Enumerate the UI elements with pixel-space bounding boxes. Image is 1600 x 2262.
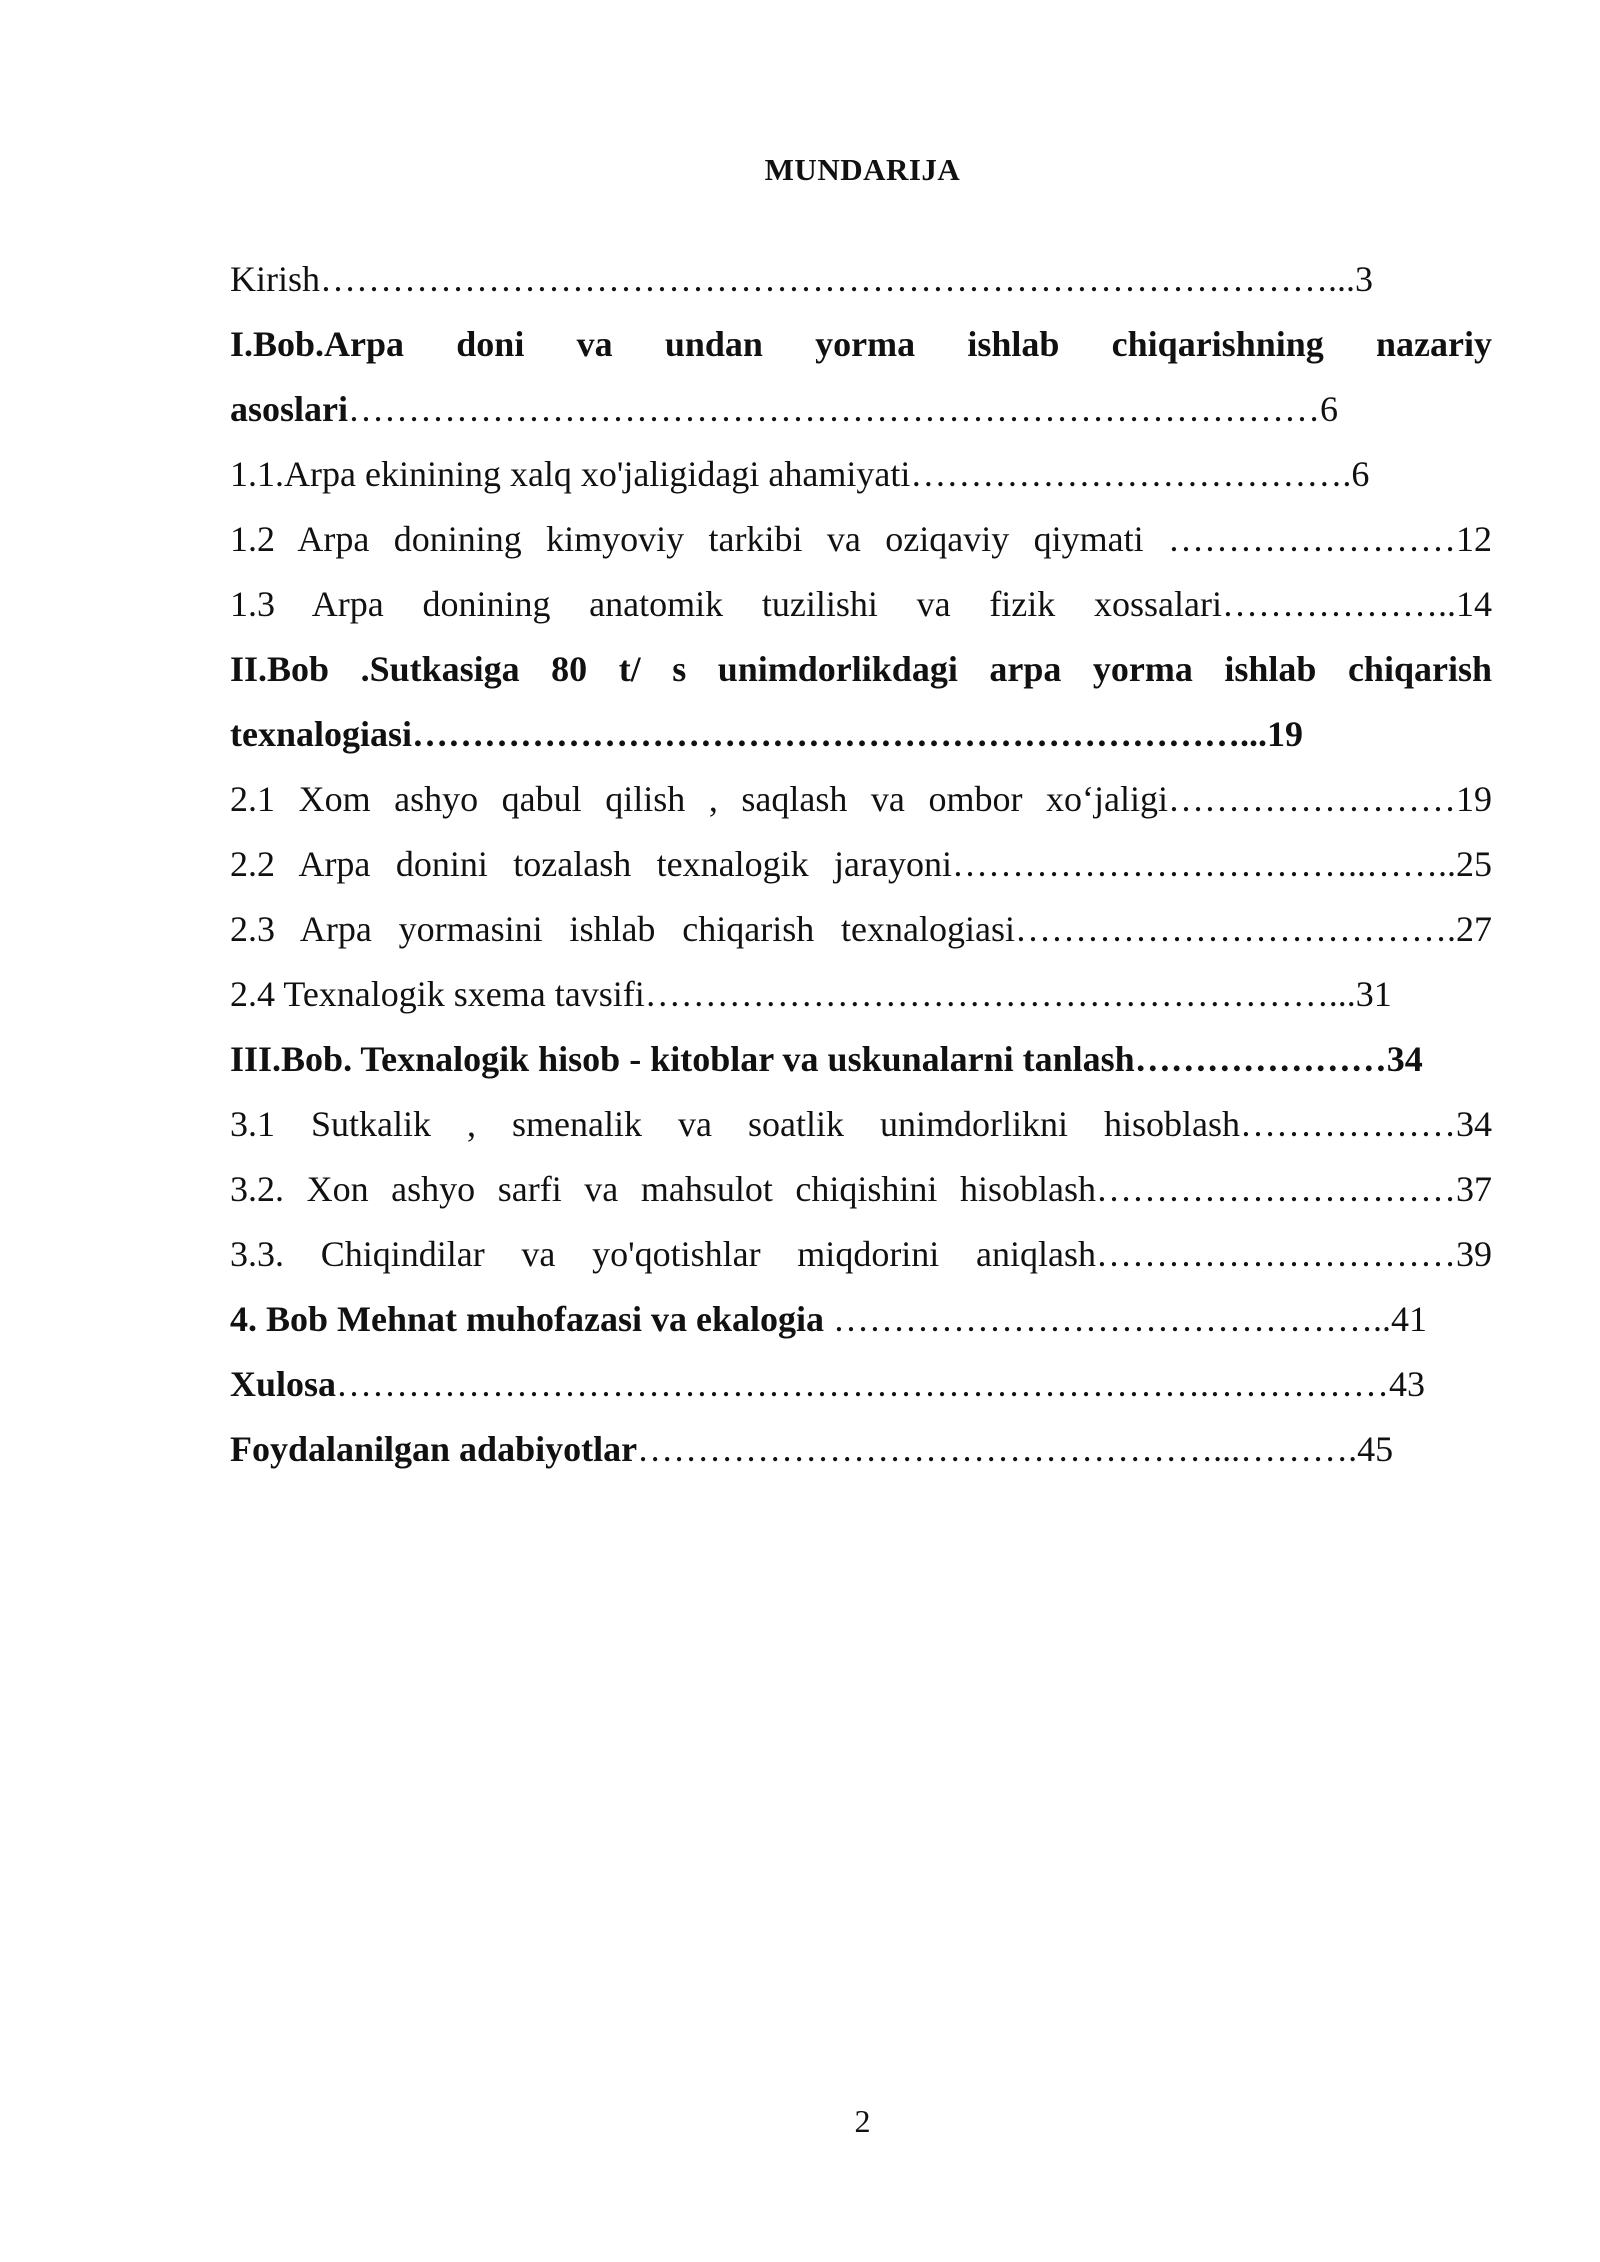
toc-line-chapter-1-cont: [230, 377, 1492, 442]
toc-line-chapter-2-cont: texnalogiasi……………………………………………………………...19: [230, 714, 1304, 754]
toc-line-chapter-4: [230, 1287, 1492, 1352]
table-of-contents: [230, 247, 1492, 1482]
toc-line-3-1: 3.1 Sutkalik , smenalik va soatlik unimdorlikni hisoblash………………34: [230, 1104, 1492, 1144]
toc-line-bold-part: 4. Bob Mehnat muhofazasi va ekalogia: [230, 1299, 825, 1339]
toc-line-leader: ……………………………………………………………….……………43: [336, 1364, 1426, 1404]
toc-line-2-3: 2.3 Arpa yormasini ishlab chiqarish texnalogiasi……………………………….27: [230, 909, 1492, 949]
toc-line-2-2: 2.2 Arpa donini tozalash texnalogik jarayoni……………………………..……..25: [230, 844, 1492, 884]
toc-line-leader: ………………………………………………………………………6: [348, 389, 1339, 429]
page-number: 2: [854, 2103, 871, 2139]
toc-line-chapter-2: II.Bob .Sutkasiga 80 t/ s unimdorlikdagi arpa yorma ishlab chiqarish: [230, 649, 1492, 689]
toc-line-1-1: 1.1.Arpa ekinining xalq xo'jaligidagi ahamiyati……………………………….6: [230, 454, 1370, 494]
toc-line-2-1: 2.1 Xom ashyo qabul qilish , saqlash va ombor xo‘jaligi……………………19: [230, 779, 1492, 819]
toc-line-2-4: 2.4 Texnalogik sxema tavsifi…………………………………………………...31: [230, 974, 1392, 1014]
toc-line-chapter-1: I.Bob.Arpa doni va undan yorma ishlab chiqarishning nazariy: [230, 324, 1492, 364]
toc-line-chapter-3: III.Bob. Texnalogik hisob - kitoblar va uskunalarni tanlash…………………34: [230, 1039, 1423, 1079]
toc-line-bold-part: Xulosa: [230, 1364, 337, 1404]
toc-line-leader: ………………………………………..41: [824, 1299, 1428, 1339]
toc-line-xulosa: [230, 1352, 1492, 1417]
toc-line-3-2: 3.2. Xon ashyo sarfi va mahsulot chiqishini hisoblash…………………………37: [230, 1169, 1492, 1209]
toc-line-bold-part: asoslari: [230, 389, 349, 429]
toc-line-3-3: 3.3. Chiqindilar va yo'qotishlar miqdorini aniqlash…………………………39: [230, 1234, 1492, 1274]
toc-line-kirish: Kirish…………………………………………………………………………...3: [230, 259, 1373, 299]
page-title: MUNDARIJA: [764, 152, 961, 187]
toc-line-1-3: 1.3 Arpa donining anatomik tuzilishi va fizik xossalari………………..14: [230, 584, 1492, 624]
toc-line-adabiyotlar: [230, 1417, 1492, 1482]
toc-line-leader: …………………………………………...……….45: [637, 1429, 1394, 1469]
toc-line-bold-part: Foydalanilgan adabiyotlar: [230, 1429, 638, 1469]
toc-line-1-2: 1.2 Arpa donining kimyoviy tarkibi va oziqaviy qiymati ……………………12: [230, 519, 1492, 559]
